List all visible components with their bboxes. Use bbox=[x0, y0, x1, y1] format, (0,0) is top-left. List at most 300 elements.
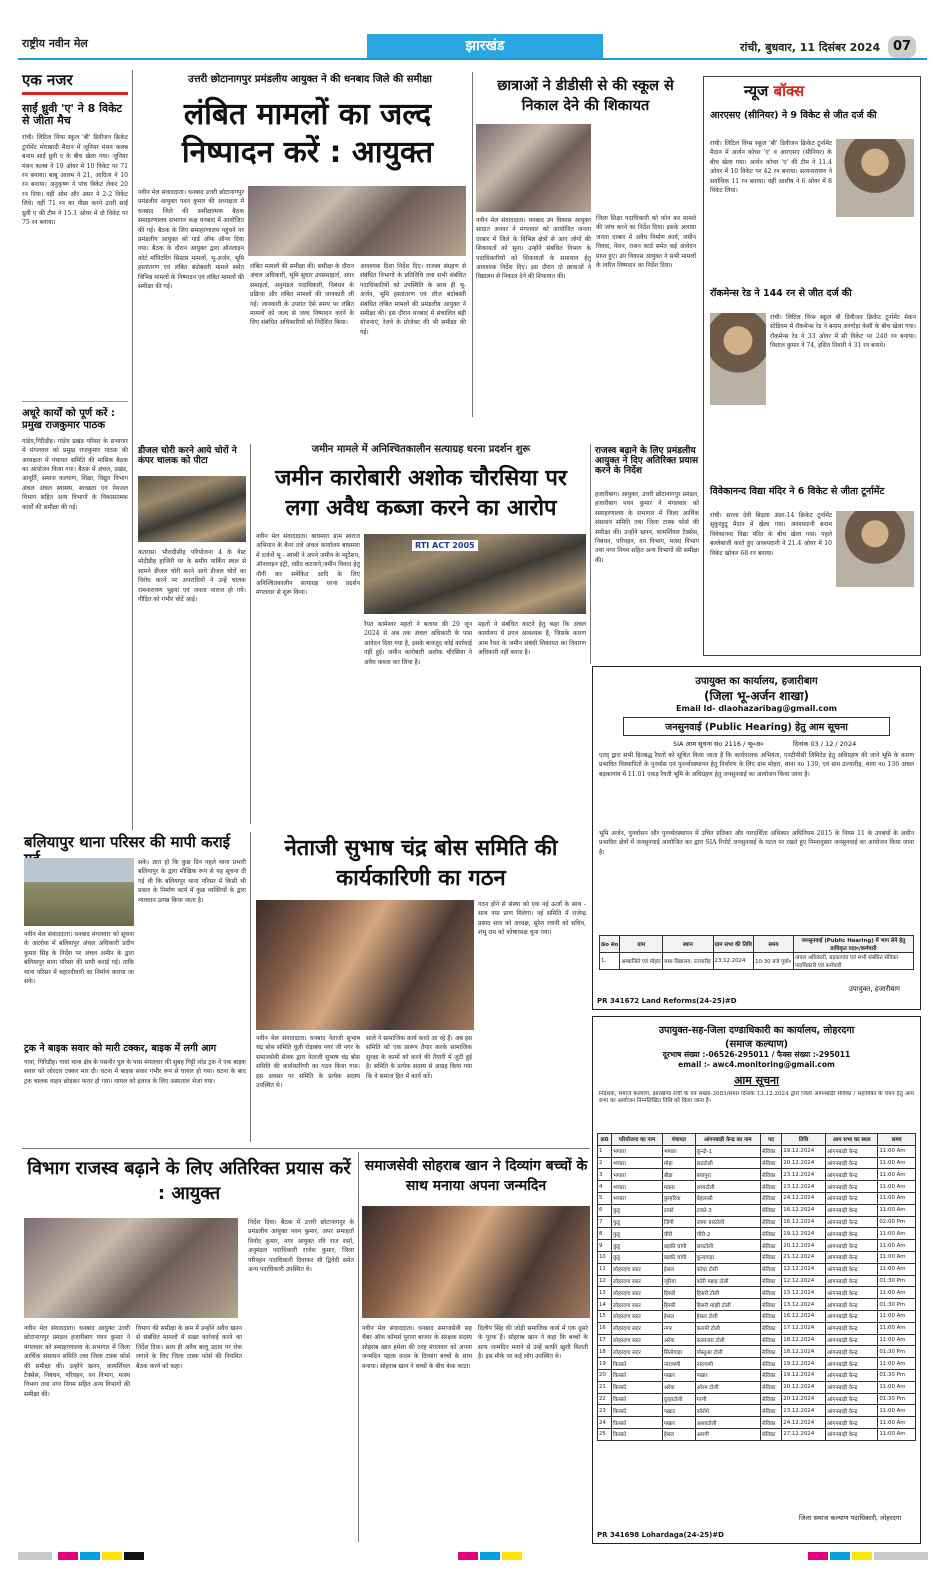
table-cell: 18.12.2024 bbox=[782, 1334, 826, 1346]
revenue-dept-text-2: विभाग की समीक्षा के क्रम में उन्होंने अवैध खनन से संबंधित मामलों में सख्त कार्रवाई करने का निर्देश दिया। साथ ही अवैध बालू उठाव पर रोक लगाने के लिए जिला टास्क फोर्स की नियमित बैठक करने को कहा। bbox=[136, 1325, 242, 1370]
table-cell: हेसल bbox=[662, 1263, 695, 1275]
table-cell: 7 bbox=[598, 1216, 612, 1228]
table-cell: सेविका bbox=[760, 1310, 781, 1322]
table-cell: लोहरदगा सदर bbox=[612, 1322, 663, 1334]
table-cell: 8 bbox=[598, 1228, 612, 1240]
table-cell: सेविका bbox=[760, 1334, 781, 1346]
table-cell: 11:00 Am bbox=[878, 1263, 916, 1275]
table-cell: सेविका bbox=[760, 1181, 781, 1193]
table-cell: भण्डरा bbox=[662, 1145, 695, 1157]
table-cell: 10 bbox=[598, 1251, 612, 1263]
table-row bbox=[598, 1240, 916, 1252]
table-cell: कोचा टोली bbox=[695, 1263, 760, 1275]
table-cell: हिसरी टोली bbox=[695, 1287, 760, 1299]
table-cell: नारायणी bbox=[695, 1358, 760, 1370]
table-cell: गरपी bbox=[695, 1393, 760, 1405]
table-cell: 6 bbox=[598, 1204, 612, 1216]
newsbox-story3-headline: विवेकानन्द विद्या मंदिर ने 6 विकेट से जीता टूर्नामेंट bbox=[710, 486, 885, 497]
table-cell: 01:30 Pm bbox=[878, 1299, 916, 1311]
sohrab-text-1: नवीन मेल संवाददाता। धनबाद समाजसेवी सह चैंबर ऑफ कॉमर्स पुराना बाजार के संरक्षक सदस्य सोहराब खान हमेशा की तरह मंगलवार को अपना जन्मदिन पहला कदम के दिव्यांग बच्चों के साथ मनाया। सोहराब खान ने बच्चों के बीच केक काटा। bbox=[362, 1325, 472, 1370]
table-cell: सेविका bbox=[760, 1405, 781, 1417]
ad1-date: दिनांक 03 / 12 / 2024 bbox=[793, 740, 857, 748]
ad1-sign: उपायुक्त, हजारीबाग bbox=[848, 985, 900, 993]
table-cell: कुडू bbox=[612, 1204, 663, 1216]
ad1-branch: (जिला भू-अर्जन शाखा) bbox=[704, 689, 809, 703]
table-cell: टाको-3 bbox=[695, 1204, 760, 1216]
diesel-text: कतरास। भौरादीसीह परियोजना 4 के वेस्ट मोदीडीह हाजिरी घर के समीप पार्किंग स्थल से सामने डीजल चोरी करने आये डीजल चोरों का विरोध करने पर अपराधियों ने उन्हें चालक रामनारायण भुइयां एवं जनता नाराज हो गये। पीड़ित को गंभीर चोटें आई। bbox=[138, 549, 246, 604]
table-cell: बड़की चांपी bbox=[662, 1240, 695, 1252]
table-row bbox=[598, 1204, 916, 1216]
table-cell: आंगनबाड़ी केन्द्र bbox=[825, 1228, 878, 1240]
table-cell: सेविका bbox=[760, 1369, 781, 1381]
lead-photo bbox=[248, 186, 466, 256]
ad2-branch: (समाज कल्याण) bbox=[724, 1039, 789, 1050]
table-cell: सेविका bbox=[760, 1240, 781, 1252]
table-cell: 11:00 Am bbox=[878, 1358, 916, 1370]
table-cell: 11:00 Am bbox=[878, 1405, 916, 1417]
table-row bbox=[598, 1346, 916, 1358]
table-cell: 12 bbox=[598, 1275, 612, 1287]
table-cell: 01:30 Pm bbox=[878, 1275, 916, 1287]
land-text-1: नवीन मेल संवाददाता। बाघमारा ग्राम स्वराज अभियान के बैनर तले अंचल कार्यालय बाघमारा में दर्जनों भू - स्वामी ने अपने जमीन के म्यूटेशन, ऑनलाइन इंट्री, रसीद कटवाने,जमीन विवाद हेतु नौगी कर समेकित आदि के लिए अनिश्चितकालीन सत्याग्रह धरना प्रदर्शन मंगलवार से शुरू किया। bbox=[256, 533, 360, 597]
section-tab: झारखंड bbox=[367, 34, 603, 58]
table-cell: 11:00 Am bbox=[878, 1287, 916, 1299]
truck-text: गावां, गिरिडीह। गावां थाना क्षेत्र के पसनौर पुल के पास मंगलवार की सुबह गिट्टी लोड ट्रक ने एक बाइक सवार को जोरदार टक्कर मार दी। घटना में बाइक सवार गंभीर रूप से घायल हो गया। घटना के बाद ट्रक चालक वाहन छोड़कर फरार हो गया। घायल को इलाज के लिए अस्पताल भेजा गया। bbox=[24, 1059, 246, 1085]
masthead bbox=[0, 0, 945, 60]
table-cell: 11:00 Am bbox=[878, 1310, 916, 1322]
table-row bbox=[598, 1251, 916, 1263]
land-text-3: महतो ने संबंधित काटने हेतु कहा कि अंचल कार्यालय में प्रपत्र आवश्यक है, जिसके कारण आम रैयत के जमीन संबंधी शिकायत का निवारण अधिकारी नहीं करता है। bbox=[478, 621, 586, 657]
table-cell: सेविका bbox=[760, 1358, 781, 1370]
table-cell: भण्डरा bbox=[612, 1145, 663, 1157]
table-cell: 11:00 Am bbox=[878, 1157, 916, 1169]
table-row bbox=[598, 1275, 916, 1287]
table-cell: आंगनबाड़ी केन्द्र bbox=[825, 1157, 878, 1169]
table-cell: सेविका bbox=[760, 1299, 781, 1311]
table-cell: 11:00 Am bbox=[878, 1169, 916, 1181]
print-registration-bar bbox=[18, 1552, 928, 1560]
table-cell: 11:00 Am bbox=[878, 1181, 916, 1193]
table-cell: आंगनबाड़ी केन्द्र bbox=[825, 1334, 878, 1346]
table-cell: 01:30 Pm bbox=[878, 1369, 916, 1381]
table-cell: चीरी-2 bbox=[695, 1228, 760, 1240]
table-row bbox=[598, 1192, 916, 1204]
table-cell: आंगनबाड़ी केन्द्र bbox=[825, 1405, 878, 1417]
masthead-rule bbox=[18, 58, 927, 60]
diesel-photo bbox=[138, 476, 246, 542]
sohrab-headline: समाजसेवी सोहराब खान ने दिव्यांग बच्चों के साथ मनाया अपना जन्मदिन bbox=[364, 1158, 588, 1194]
students-text-1: नवीन मेल संवाददाता। धनबाद उप विकास आयुक्त सादात अनवर ने मंगलवार को आयोजित जनता दरबार में जिले के विभिन्न क्षेत्रों से आए लोगों की शिकायतों को सुना। उन्होंने संबंधित विभाग के पदाधिकारियों को शिकायतों के समाधान हेतु आवश्यक निर्देश दिए। इस दौरान दो छात्राओं ने विद्यालय से निकाल देने की शिकायत की। bbox=[476, 217, 591, 281]
ad1-title-bar: जनसुनवाई (Public Hearing) हेतु आम सूचना bbox=[623, 717, 890, 736]
table-cell: 19.12.2024 bbox=[782, 1369, 826, 1381]
table-cell: जिंगी bbox=[662, 1216, 695, 1228]
table-cell: कुम्हरिया bbox=[662, 1192, 695, 1204]
table-cell: सेविका bbox=[760, 1216, 781, 1228]
ballia-text-1: नवीन मेल संवाददाता। धनबाद मंगलवार को सूचना के आलोक में बलियापुर अंचल अधिकारी प्रदीप कुमार सिंह के निर्देश पर अंचल अमीन के द्वारा बलियापुर थाना परिसर की मापी कराई गई। ताकि थाना परिसर में चहारदीवारी का निर्माण कराया जा सके। bbox=[24, 931, 134, 986]
newsbox-story3-photo bbox=[836, 511, 914, 587]
table-row bbox=[598, 1263, 916, 1275]
table-cell: सेविका bbox=[760, 1251, 781, 1263]
table-row bbox=[598, 1334, 916, 1346]
table-cell: आंगनबाड़ी केन्द्र bbox=[825, 1181, 878, 1193]
table-cell: 15 bbox=[598, 1310, 612, 1322]
table-cell: आशाटोली bbox=[695, 1417, 760, 1429]
table-cell: आंगनबाड़ी केन्द्र bbox=[825, 1192, 878, 1204]
lead-kicker: उत्तरी छोटानागपुर प्रमंडलीय आयुक्त ने की धनबाद जिले की समीक्षा bbox=[188, 74, 432, 85]
table-cell: 21.12.2024 bbox=[782, 1251, 826, 1263]
table-row bbox=[598, 1322, 916, 1334]
table-cell: लोहरदगा सदर bbox=[612, 1263, 663, 1275]
table-cell: मकरा bbox=[662, 1181, 695, 1193]
land-photo bbox=[364, 534, 586, 614]
table-cell: लोहरदगा सदर bbox=[612, 1287, 663, 1299]
table-cell: बेहलासी bbox=[695, 1192, 760, 1204]
table-cell: बयापुरा bbox=[695, 1169, 760, 1181]
table-cell: कुन्दगाड़ा bbox=[695, 1251, 760, 1263]
revenue-dept-text-3: निर्देश दिया। बैठक में उत्तरी छोटानागपुर के प्रमंडलीय आयुक्त पवन कुमार, अपर समाहर्ता विनोद कुमार, नगर आयुक्त रवि राज शर्मा, अनुमंडल पदाधिकारी राजेश कुमार, जिला परिवहन पदाधिकारी दिवाकर सी द्विवेदी समेत अन्य पदाधिकारी उपस्थित थे। bbox=[248, 1219, 354, 1274]
table-cell: कुडू bbox=[612, 1240, 663, 1252]
table-cell: भण्डरा bbox=[612, 1192, 663, 1204]
table-row bbox=[598, 1228, 916, 1240]
table-cell: कुडू bbox=[612, 1216, 663, 1228]
students-headline: छात्राओं ने डीडीसी से की स्कूल से निकाल देने की शिकायत bbox=[497, 78, 674, 114]
ad1-body-2: भूमि अर्जन, पुनर्वासन और पुनर्व्यवस्थापन में उचित प्रतिकर और पारदर्शिता अधिकार अधिनियम 2015 के नियम 11 के उपबंधों के अधीन प्रभावित क्षेत्रों में जनसुनवाई आयोजित कर द्वारा SIA रिपोर्ट जनसुनवाई के पटल पर रखते हुए निम्नानुसार जनसुनवाई का आयोजन किया जाना है। bbox=[599, 830, 914, 856]
netaji-photo bbox=[256, 900, 474, 1030]
table-cell: आंगनबाड़ी केन्द्र bbox=[825, 1428, 878, 1440]
rti-banner: RTI ACT 2005 bbox=[412, 540, 478, 551]
table-cell: सेविका bbox=[760, 1263, 781, 1275]
table-cell: पखार bbox=[695, 1369, 760, 1381]
table-cell: आंगनबाड़ी केन्द्र bbox=[825, 1263, 878, 1275]
table-row bbox=[598, 1428, 916, 1440]
item2-text: गांडेय,गिरिडीह। गांडेय प्रखंड परिसर के सभागार में मंगलवार को प्रमुख राजकुमार पाठक की अध्यक्षता में पंचायत समिति की मासिक बैठक का आयोजन किया गया। बैठक में अंचल, प्रखंड, आपूर्ति, समाज कल्याण, शिक्षा, विद्युत विभाग अंचल अंचल स्वास्थ्य, स्वच्छता एवं पेयजल विभाग सहित अन्य विभागों के विकासात्मक कार्यों की समीक्षा की गई। bbox=[22, 437, 128, 511]
table-cell: हिसरी मांझी टोली bbox=[695, 1299, 760, 1311]
table-cell: कारमी टोली bbox=[695, 1322, 760, 1334]
table-cell: 11:00 Am bbox=[878, 1322, 916, 1334]
table-cell: भण्डरा bbox=[612, 1169, 663, 1181]
table-cell: 17.12.2024 bbox=[782, 1322, 826, 1334]
table-cell: 25 bbox=[598, 1428, 612, 1440]
table-cell: आंगनबाड़ी केन्द्र bbox=[825, 1287, 878, 1299]
table-cell: सेविका bbox=[760, 1275, 781, 1287]
table-cell: 5 bbox=[598, 1192, 612, 1204]
table-cell: हिसरी bbox=[662, 1287, 695, 1299]
table-cell: 11:00 Am bbox=[878, 1251, 916, 1263]
land-text-2: रैयत कामेश्वर महतो ने बताया की 29 जून 2024 से अब तक अंचल अधिकारी के पास आवेदन दिया गया है, इसके बावजूद कोई कार्रवाई नहीं हुई। जमीन कारोबारी अशोक चौरसिया ने अवैध कब्जा कर लिया है। bbox=[364, 621, 472, 666]
table-cell: 16.12.2024 bbox=[782, 1310, 826, 1322]
table-cell: 19 bbox=[598, 1358, 612, 1370]
ek-nazar-column bbox=[22, 72, 128, 832]
table-cell: 20.12.2024 bbox=[782, 1393, 826, 1405]
table-cell: 23 bbox=[598, 1405, 612, 1417]
ad1-table: क्रo सo ग्राम स्थान ग्राम सभा की तिथि समय जनसुनवाई (Public Hearing) में भाग लेने हेतु प्राधिकृत पदा०/कर्मचारी 1. अम्बाजिते एवं मोहरा मध्य विद्यालय, उज्यारीह 23.12.2024 10:30 बजे पूर्वा० अंचल अधिकारी, बड़कागांव एवं सभी संबंधित सेविका पदाधिकारी एवं कर्मचारी bbox=[599, 935, 914, 970]
table-row bbox=[598, 1405, 916, 1417]
ad1-ref: SIA आम सूचना संo 2116 / भू०अ० bbox=[673, 740, 764, 748]
table-cell: 19.12.2024 bbox=[782, 1145, 826, 1157]
table-cell: 11:00 Am bbox=[878, 1192, 916, 1204]
table-cell: 13 bbox=[598, 1287, 612, 1299]
table-cell: बीड़ा bbox=[662, 1169, 695, 1181]
table-cell: 01:30 Pm bbox=[878, 1346, 916, 1358]
newsbox-story1-photo bbox=[836, 139, 914, 217]
table-row bbox=[598, 1369, 916, 1381]
ballia-text-2: सके। ज्ञात हो कि कुछ दिन पहले थाना प्रभारी बलियापुर के द्वारा मौखिक रूप से यह सूचना दी गई थी कि बलियापुर थाना परिसर में किसी भी प्रकार के निर्माण कार्य में कुछ व्यक्तियों के द्वारा व्यवधान उत्पन्न किया जाता है। bbox=[138, 859, 246, 904]
newsbox-story1-headline: आरएसए (सीनियर) ने 9 विकेट से जीत दर्ज की bbox=[710, 110, 877, 121]
ad1-body: एतद् द्वारा सभी हितबद्ध रैयतों को सूचित किया जाता है कि कार्यपालक अभियंता, एनटीपीसी लिमिटेड हेतु अधिग्रहण की जाने भूमि के कारण प्रभावित विस्थापितों के पुनर्वास एवं पुनर्व्यवस्थापन हेतु निर्धारण के लिए ग्राम मोहरा, थाना नo 139, एवं ग्राम उज्यारीह, थाना नo 136 अंचल बड़कागांव में 11.01 एकड़ रैयती भूमि के अधिग्रहण हेतु जनसुनवाई का आयोजन किया जाना है। bbox=[599, 752, 914, 778]
ad2-table: क्र0 परियोजना का नाम पंचायत आंगनबाड़ी केन्द्र का नाम पद तिथि आम सभा का स्थल समय 1 भण्डरा भण्डरा कुन्दो-1 सेविका 19.12.2024 आंगनबाड़ी केन्द्र 11:00 Am 2 भण्डरा मोहा छठटोली सेविका 20.12.2024 आंगनबाड़ी केन्द्र 11:00 Am 3 भण्डरा बीड़ा बयापुरा सेविका 23.12.2024 आंगनबाड़ी केन्द्र 11:00 Am 4 भण्डरा मकरा धरमटोली सेविका 23.12.2024 आंगनबाड़ी केन्द्र 11:00 Am 5 भण्डरा कुम्हरिया बेहलासी सेविका 24.12.2024 आंगनबाड़ी केन्द्र 11:00 Am 6 कुडू टाको टाको-3 सेविका 16.12.2024 आंगनबाड़ी केन्द्र 11:00 Am 7 कुडू जिंगी जामा बारटोली सेविका 16.12.2024 आंगनबाड़ी केन्द्र 02:00 Pm 8 कुडू चीरी चीरी-2 सेविका 19.12.2024 आंगनबाड़ी केन्द्र 11:00 Am 9 कुडू बड़की चांपी छारटोली सेविका 20.12.2024 आंगनबाड़ी केन्द्र 11:00 Am 10 कुडू बड़की चांपी कुन्दगाड़ा सेविका 21.12.2024 आंगनबाड़ी केन्द्र 11:00 Am 11 लोहरदगा सदर हेसल कोचा टोली सेविका 12.12.2024 आंगनबाड़ी केन्द्र 11:00 Am 12 लोहरदगा सदर जूरिया कोरी पहाड़ टोली सेविका 12.12.2024 आंगनबाड़ी केन्द्र 01:30 Pm 13 लोहरदगा सदर हिसरी हिसरी टोली सेविका 13.12.2024 आंगनबाड़ी केन्द्र 11:00 Am 14 लोहरदगा सदर हिसरी हिसरी मांझी टोली सेविका 13.12.2024 आंगनबाड़ी केन्द्र 01:30 Pm 15 लोहरदगा सदर हेसल हेसल टोली सेविका 16.12.2024 आंगनबाड़ी केन्द्र 11:00 Am 16 लोहरदगा सदर नगर कारमी टोली सेविका 17.12.2024 आंगनबाड़ी केन्द्र 11:00 Am 17 लोहरदगा सदर अरेया करमजरा टोली सेविका 18.12.2024 आंगनबाड़ी केन्द्र 11:00 Am 18 लोहरदगा सदर सितोगाड़ा पोस्तुआ टोली सेविका 18.12.2024 आंगनबाड़ी केन्द्र 01:30 Pm 19 किस्को नारायणी नारायणी सेविका 19.12.2024 आंगनबाड़ी केन्द्र 11:00 Am 20 किस्को पखार पखार सेविका 19.12.2024 आंगनबाड़ी केन्द्र 01:30 Pm 21 किस्को अरेया ओरम टोली सेविका 20.12.2024 आंगनबाड़ी केन्द्र 11:00 Am 22 किस्को दूरहाटोली गरपी सेविका 20.12.2024 आंगनबाड़ी केन्द्र 01:30 Pm 23 किस्को पखार कोरोमे सेविका 23.12.2024 आंगनबाड़ी केन्द्र 11:00 Am 24 किस्को पखार आशाटोली सेविका 24.12.2024 आंगनबाड़ी केन्द्र 11:00 Am 25 किस्को हेसल आरगी सेविका 27.12.2024 आंगनबाड़ी केन्द्र 11:00 Am bbox=[597, 1133, 916, 1441]
table-cell: सेविका bbox=[760, 1157, 781, 1169]
table-cell: आंगनबाड़ी केन्द्र bbox=[825, 1169, 878, 1181]
table-cell: सेविका bbox=[760, 1346, 781, 1358]
table-cell: अरेया bbox=[662, 1334, 695, 1346]
table-cell: पोस्तुआ टोली bbox=[695, 1346, 760, 1358]
table-cell: सेविका bbox=[760, 1204, 781, 1216]
table-row: 1. अम्बाजिते एवं मोहरा मध्य विद्यालय, उज्यारीह 23.12.2024 10:30 बजे पूर्वा० अंचल अधिकारी, बड़कागांव एवं सभी संबंधित सेविका पदाधिकारी एवं कर्मचारी bbox=[600, 953, 914, 970]
table-row bbox=[598, 1417, 916, 1429]
table-cell: सेविका bbox=[760, 1381, 781, 1393]
table-cell: ओरम टोली bbox=[695, 1381, 760, 1393]
table-cell: किस्को bbox=[612, 1381, 663, 1393]
land-kicker: जमीन मामले में अनिश्चितकालीन सत्याग्रह धरना प्रदर्शन शुरू bbox=[311, 444, 531, 455]
table-cell: सेविका bbox=[760, 1428, 781, 1440]
table-cell: 9 bbox=[598, 1240, 612, 1252]
table-cell: मोहा bbox=[662, 1157, 695, 1169]
item1-headline: साईं ध्रुवी 'ए' ने 8 विकेट से जीता मैच bbox=[22, 101, 123, 128]
table-cell: भण्डरा bbox=[612, 1181, 663, 1193]
table-cell: किस्को bbox=[612, 1358, 663, 1370]
table-cell: 19.12.2024 bbox=[782, 1228, 826, 1240]
table-cell: 23.12.2024 bbox=[782, 1169, 826, 1181]
table-cell: 11 bbox=[598, 1263, 612, 1275]
table-cell: नारायणी bbox=[662, 1358, 695, 1370]
table-cell: भण्डरा bbox=[612, 1157, 663, 1169]
table-cell: 2 bbox=[598, 1157, 612, 1169]
lead-headline: लंबित मामलों का जल्द निष्पादन करें : आयुक्त bbox=[181, 97, 434, 170]
table-cell: आंगनबाड़ी केन्द्र bbox=[825, 1299, 878, 1311]
table-row bbox=[598, 1157, 916, 1169]
table-row bbox=[598, 1216, 916, 1228]
table-cell: किस्को bbox=[612, 1369, 663, 1381]
ad2-email: email :- awc4.monitoring@gmail.com bbox=[678, 1060, 835, 1069]
ad2-phone: दूरभाष संख्या :-06526-295011 / फैक्स संख्या :-295011 bbox=[662, 1050, 851, 1059]
news-box-label: न्यूज बॉक्स bbox=[744, 82, 805, 100]
table-cell: 11:00 Am bbox=[878, 1334, 916, 1346]
diesel-headline: डीजल चोरी करने आये चोरों ने कंपर चालक को पीटा bbox=[138, 446, 237, 467]
table-cell: लोहरदगा सदर bbox=[612, 1275, 663, 1287]
table-cell: 11:00 Am bbox=[878, 1240, 916, 1252]
students-photo bbox=[476, 124, 591, 212]
table-cell: 14 bbox=[598, 1299, 612, 1311]
column-divider bbox=[250, 832, 251, 1142]
column-divider bbox=[132, 70, 133, 830]
table-cell: हेसल bbox=[662, 1310, 695, 1322]
revenue-dept-headline: विभाग राजस्व बढ़ाने के लिए अतिरिक्त प्रयास करें : आयुक्त bbox=[27, 1158, 351, 1204]
ad1-email: Email Id- dlaohazaribag@gmail.com bbox=[676, 704, 837, 713]
ballia-photo bbox=[24, 858, 134, 926]
table-cell: किस्को bbox=[612, 1393, 663, 1405]
ek-nazar-label: एक नजर bbox=[22, 72, 128, 95]
table-row bbox=[598, 1381, 916, 1393]
table-row bbox=[598, 1393, 916, 1405]
table-cell: 18 bbox=[598, 1346, 612, 1358]
table-row bbox=[598, 1181, 916, 1193]
item1-text: रांची। लिटिल विंग्स स्कूल 'बी' डिवीजन क्रिकेट टूर्नामेंट मोराबादी मैदान में जूनियर मंथन कलब बनाम साईं ध्रुवी ए के बीच खेला गया। जूनियर मंथन कलब ने 19 ओवर में 10 विकेट पर 71 रन बनाया। बाबू आलम ने 21, आदित्य ने 10 रन बनाया। अनुकृष्ण ने पांच विकेट लेकर 20 रन दिया। वहीं ओम और अमर ने 2-2 विकेट लिये। वहीं 71 रन का पीछा करने उतरी साईं ध्रुवी ए की टीम ने 15.1 ओवर में दो विकेट पर 75 रन बनाया। bbox=[22, 134, 128, 227]
table-cell: 13.12.2024 bbox=[782, 1287, 826, 1299]
table-row bbox=[598, 1358, 916, 1370]
ad2-title: आम सूचना bbox=[733, 1074, 780, 1087]
table-cell: 18.12.2024 bbox=[782, 1346, 826, 1358]
ad2-sign: जिला समाज कल्याण पदाधिकारी, लोहरदगा bbox=[798, 1514, 902, 1522]
table-cell: आंगनबाड़ी केन्द्र bbox=[825, 1322, 878, 1334]
table-cell: 17 bbox=[598, 1334, 612, 1346]
table-cell: आंगनबाड़ी केन्द्र bbox=[825, 1381, 878, 1393]
table-cell: धरमटोली bbox=[695, 1181, 760, 1193]
table-cell: आंगनबाड़ी केन्द्र bbox=[825, 1240, 878, 1252]
dateline: रांची, बुधवार, 11 दिसंबर 2024 bbox=[740, 41, 881, 54]
netaji-text-2: साले ने सामाजिक कार्य करते आ रहे हैं। अब इस समिति को एक प्रारूप तैयार करके सामाजिक सुरक्षा के कामों को करने की तैयारी में जुटी हुई है। समिति के प्रत्येक सदस्य से आग्रह किया गया कि वे समाज हित में कार्य करें। bbox=[366, 1035, 472, 1080]
table-cell: नगर bbox=[662, 1322, 695, 1334]
table-cell: 24.12.2024 bbox=[782, 1192, 826, 1204]
table-cell: सेविका bbox=[760, 1169, 781, 1181]
netaji-text-3: गठन होने से संस्था को एक नई ऊर्जा के साथ - साथ नया प्राण मिलेगा। नई समिति में राजेन्द्र प्रसाद साव को अध्यक्ष, सुरेश रवानी को सचिव, शंभू राम को कोषाध्यक्ष चुना गया। bbox=[478, 901, 586, 937]
item2-headline: अधूरे कार्यों को पूर्ण करें : प्रमुख राजकुमार पाठक bbox=[22, 401, 128, 430]
table-cell: कोरोमे bbox=[695, 1405, 760, 1417]
table-cell: किस्को bbox=[612, 1428, 663, 1440]
ad2-pr: PR 341698 Lohardaga(24-25)#D bbox=[597, 1531, 724, 1539]
table-cell: करमजरा टोली bbox=[695, 1334, 760, 1346]
table-cell: 16.12.2024 bbox=[782, 1204, 826, 1216]
table-cell: सेविका bbox=[760, 1287, 781, 1299]
table-cell: 24.12.2024 bbox=[782, 1417, 826, 1429]
lead-text-1: नवीन मेल संवाददाता। धनबाद उत्तरी छोटानागपुर प्रमंडलीय आयुक्त पवन कुमार की अध्यक्षता में धनबाद जिले की समीक्षात्मक बैठक समाहरणालय सभागार कक्ष धनबाद में आयोजित की गई। बैठक के लिए समाहरणालय पहुंचने पर प्रमंडलीय आयुक्त को गार्ड ऑफ ऑनर दिया गया। बैठक के दौरान आयुक्त द्वारा ऑनलाइन कोर्ट मॉनिटरिंग सिस्टम मामलों, भू-अर्जन, भूमि हस्तांतरण एवं लंबित बंदोबस्ती मामले समेत विभिन्न मामलों के निष्पादन एवं लंबित मामलों की समीक्षा की गई। bbox=[138, 189, 244, 291]
table-cell: हेसल टोली bbox=[695, 1310, 760, 1322]
table-cell: लोहरदगा सदर bbox=[612, 1299, 663, 1311]
newsbox-story2-text: रांची। लिटिल विंग्स स्कूल बी डिवीजन क्रिकेट टूर्नामेंट मेकन स्टेडियम में रॉकमेन्स रेड ने बनाम अरगोड़ा केसी के बीच खेला गया। रॉकमेन्स रेड ने 33 ओवर में सी विकेट पर 240 रन बनाया। विशाल कुमार ने 74, इशित तिवारी ने 31 रन बनाये। bbox=[770, 314, 916, 350]
table-cell: 11:00 Am bbox=[878, 1204, 916, 1216]
lead-text-3: आवश्यक दिशा निर्देश दिए। राजस्व संग्रहण से संबंधित विभागों के प्रतिनिधि तथा सभी संबंधित पदाधिकारियों को उपस्थिति के साथ ही भू-अर्जन, भूमि हस्तांतरण एवं लीज बंदोबस्ती संबंधित लंबित मामलों की प्रमंडलीय आयुक्त ने समीक्षा की। इस दौरान धनबाद में संचालित बड़ी योजनाएं, रेलवे के प्रोजेक्ट की भी समीक्षा की गई। bbox=[360, 263, 466, 336]
newsbox-story1-text: रांची। लिटिल विंग्स स्कूल 'बी' डिवीजन क्रिकेट टूर्नामेंट मैदान में आर्यन कोचर 'ए' व आरएसए (सीनियर) के बीच खेला गया। आर्यन कोचर 'ए' की टीम ने 11.4 ओवर में 10 विकेट पर 42 रन बनाया। सत्यनारायण ने सर्वाधिक 11 रन बनाया। वहीं आशीष ने 6 ओवर में 8 विकेट लिया। bbox=[710, 140, 832, 195]
table-cell: आंगनबाड़ी केन्द्र bbox=[825, 1251, 878, 1263]
table-row bbox=[598, 1145, 916, 1157]
sohrab-photo bbox=[362, 1206, 590, 1318]
newsbox-story2-headline: रॉकमेन्स रेड ने 144 रन से जीत दर्ज की bbox=[710, 288, 852, 299]
revenue-hzb-text: हजारीबाग। आयुक्त, उत्तरी छोटानागपुर प्रमंडल, हजारीबाग पवन कुमार ने मंगलवार को समाहरणालय के सभागार में जिला आर्थिक संसाधन समिति तथा जिला टास्क फोर्स की समीक्षा की। उन्होंने खनन, कामर्शियल टैक्सेस, निबंधन, परिवहन, वन विभाग, मत्स्य विभाग तथा नगर निगम सहित अन्य विभागों की समीक्षा की। bbox=[595, 491, 699, 564]
table-cell: 24 bbox=[598, 1417, 612, 1429]
table-cell: लोहरदगा सदर bbox=[612, 1334, 663, 1346]
table-cell: 13.12.2024 bbox=[782, 1299, 826, 1311]
table-cell: 16 bbox=[598, 1322, 612, 1334]
table-cell: 12.12.2024 bbox=[782, 1275, 826, 1287]
ad1-office: उपायुक्त का कार्यालय, हजारीबाग bbox=[695, 676, 818, 687]
table-cell: सेविका bbox=[760, 1145, 781, 1157]
lohardaga-notice bbox=[592, 1016, 921, 1544]
table-cell: कुडू bbox=[612, 1251, 663, 1263]
table-cell: 22 bbox=[598, 1393, 612, 1405]
news-box bbox=[703, 76, 921, 656]
newsbox-story3-text: रांची। सरला देवी बिड़ला अंडर-14 क्रिकेट टूर्नामेंट सुकुरहुटू मैदान में खेला गया। अवश्यदानी बनाम विवेकानन्द विद्या मंदिर के बीच खेला गया। पहले बल्लेबाजी करते हुए अवश्यदानी ने 21.4 ओवर में 10 विकेट खोकर 68 रन बनाया। bbox=[710, 512, 832, 557]
column-divider bbox=[250, 444, 251, 824]
column-divider bbox=[358, 1152, 359, 1542]
table-cell: हिसरी bbox=[662, 1299, 695, 1311]
land-headline: जमीन कारोबारी अशोक चौरसिया पर लगा अवैध कब्जा करने का आरोप bbox=[275, 466, 567, 521]
table-cell: छठटोली bbox=[695, 1157, 760, 1169]
students-text-2: जिला शिक्षा पदाधिकारी को फोन कर मामले की जांच करने का निर्देश दिया। इसके अलावा जनता दरबार में अवैध निर्माण कार्य, जमीन विवाद, पेंशन, राशन कार्ड समेत कई आवेदन प्राप्त हुए। उप विकास आयुक्त ने सभी मामलों के त्वरित निष्पादन का निर्देश दिया। bbox=[596, 215, 696, 270]
column-divider bbox=[472, 72, 473, 417]
table-cell: पखार bbox=[662, 1417, 695, 1429]
page-number: 07 bbox=[888, 36, 916, 58]
table-cell: 23.12.2024 bbox=[782, 1405, 826, 1417]
section-divider bbox=[22, 1148, 590, 1149]
table-cell: 20.12.2024 bbox=[782, 1381, 826, 1393]
table-cell: दूरहाटोली bbox=[662, 1393, 695, 1405]
table-cell: सेविका bbox=[760, 1417, 781, 1429]
revenue-dept-photo bbox=[24, 1218, 238, 1318]
table-cell: 20.12.2024 bbox=[782, 1240, 826, 1252]
netaji-text-1: नवीन मेल संवाददाता। धनबाद नेताजी सुभाष चंद्र बोस समिति धूली रोड़ाबंध नगर जी नगर के समाजसेवी सेवक द्वारा नेताजी सुभाष चंद्र बोस समिति की कार्यकारिणी का गठन किया गया। इस अवसर पर समिति के प्रत्येक सदस्य उपस्थित थे। bbox=[256, 1035, 360, 1090]
newsbox-story2-photo bbox=[710, 313, 766, 405]
ad2-body: निदेशक, समाज कल्याण, झारखण्ड रांची के पत्र संख्या-3083/सम0 दिनांक 13.12.2024 द्वारा जिला आंगनबाड़ी सेविका / सहायिका के चयन हेतु आम सभा का आयोजन निम्नलिखित तिथि को किया जाना है। bbox=[599, 1091, 914, 1105]
table-cell: 27.12.2024 bbox=[782, 1428, 826, 1440]
table-cell: सेविका bbox=[760, 1322, 781, 1334]
table-cell: अरेया bbox=[662, 1381, 695, 1393]
revenue-hzb-headline: राजस्व बढ़ाने के लिए प्रमंडलीय आयुक्त ने दिए अतिरिक्त प्रयास करने के निर्देश bbox=[595, 446, 699, 477]
table-cell: 11:00 Am bbox=[878, 1145, 916, 1157]
table-cell: 02:00 Pm bbox=[878, 1216, 916, 1228]
table-cell: 21 bbox=[598, 1381, 612, 1393]
table-cell: पखार bbox=[662, 1405, 695, 1417]
table-cell: आंगनबाड़ी केन्द्र bbox=[825, 1216, 878, 1228]
public-hearing-notice bbox=[592, 666, 921, 1010]
table-cell: 11:00 Am bbox=[878, 1428, 916, 1440]
lead-text-2: लंबित मामलों की समीक्षा की। समीक्षा के दौरान अंचल अधिकारी, भूमि सुधार उपसमाहर्ता, अपर समाहर्ता, अनुमंडल पदाधिकारी, निबंधन के प्रक्रिया और लंबित मामलों की जानकारी ली गई। जानकारी के उपरांत ऐसे समय पर लंबित मामलों को जल्द से जल्द निष्पादन करने के लिए संबंधित अधिकारियों को निर्देशित किया। bbox=[250, 263, 354, 327]
table-cell: सेविका bbox=[760, 1228, 781, 1240]
table-cell: जामा बारटोली bbox=[695, 1216, 760, 1228]
table-cell: किस्को bbox=[612, 1417, 663, 1429]
column-divider bbox=[590, 444, 591, 664]
table-cell: 11:00 Am bbox=[878, 1417, 916, 1429]
table-row bbox=[598, 1169, 916, 1181]
netaji-headline: नेताजी सुभाष चंद्र बोस समिति की कार्यकारिणी का गठन bbox=[284, 836, 558, 891]
ad1-pr: PR 341672 Land Reforms(24-25)#D bbox=[597, 997, 737, 1005]
table-cell: टाको bbox=[662, 1204, 695, 1216]
newspaper-brand: राष्ट्रीय नवीन मेल bbox=[22, 37, 88, 50]
table-cell: पखार bbox=[662, 1369, 695, 1381]
table-cell: 11:00 Am bbox=[878, 1228, 916, 1240]
table-cell: सेविका bbox=[760, 1192, 781, 1204]
table-cell: आरगी bbox=[695, 1428, 760, 1440]
table-cell: कुन्दो-1 bbox=[695, 1145, 760, 1157]
table-cell: 11:00 Am bbox=[878, 1381, 916, 1393]
table-cell: 1 bbox=[598, 1145, 612, 1157]
table-cell: 19.12.2024 bbox=[782, 1358, 826, 1370]
table-row bbox=[598, 1299, 916, 1311]
revenue-dept-text-1: नवीन मेल संवाददाता। धनबाद आयुक्त उत्तरी छोटानागपुर प्रमंडल हजारीबाग पवन कुमार ने मंगलवार को समाहरणालय के सभागार में जिला आर्थिक संसाधन समिति तथा जिला टास्क फोर्स की समीक्षा की। उन्होंने खनन, कामर्शियल टैक्सेस, निबंधन, परिवहन, वन विभाग, मत्स्य विभाग तथा नगर निगम सहित अन्य विभागों की समीक्षा की। bbox=[24, 1325, 130, 1398]
table-cell: आंगनबाड़ी केन्द्र bbox=[825, 1310, 878, 1322]
table-cell: किस्को bbox=[612, 1405, 663, 1417]
table-cell: आंगनबाड़ी केन्द्र bbox=[825, 1275, 878, 1287]
table-cell: छारटोली bbox=[695, 1240, 760, 1252]
table-cell: 01:30 Pm bbox=[878, 1393, 916, 1405]
table-cell: सेविका bbox=[760, 1393, 781, 1405]
table-cell: सितोगाड़ा bbox=[662, 1346, 695, 1358]
table-cell: आंगनबाड़ी केन्द्र bbox=[825, 1145, 878, 1157]
table-cell: हेसल bbox=[662, 1428, 695, 1440]
table-cell: आंगनबाड़ी केन्द्र bbox=[825, 1417, 878, 1429]
table-row bbox=[598, 1310, 916, 1322]
table-cell: 20 bbox=[598, 1369, 612, 1381]
table-cell: 3 bbox=[598, 1169, 612, 1181]
table-cell: चीरी bbox=[662, 1228, 695, 1240]
